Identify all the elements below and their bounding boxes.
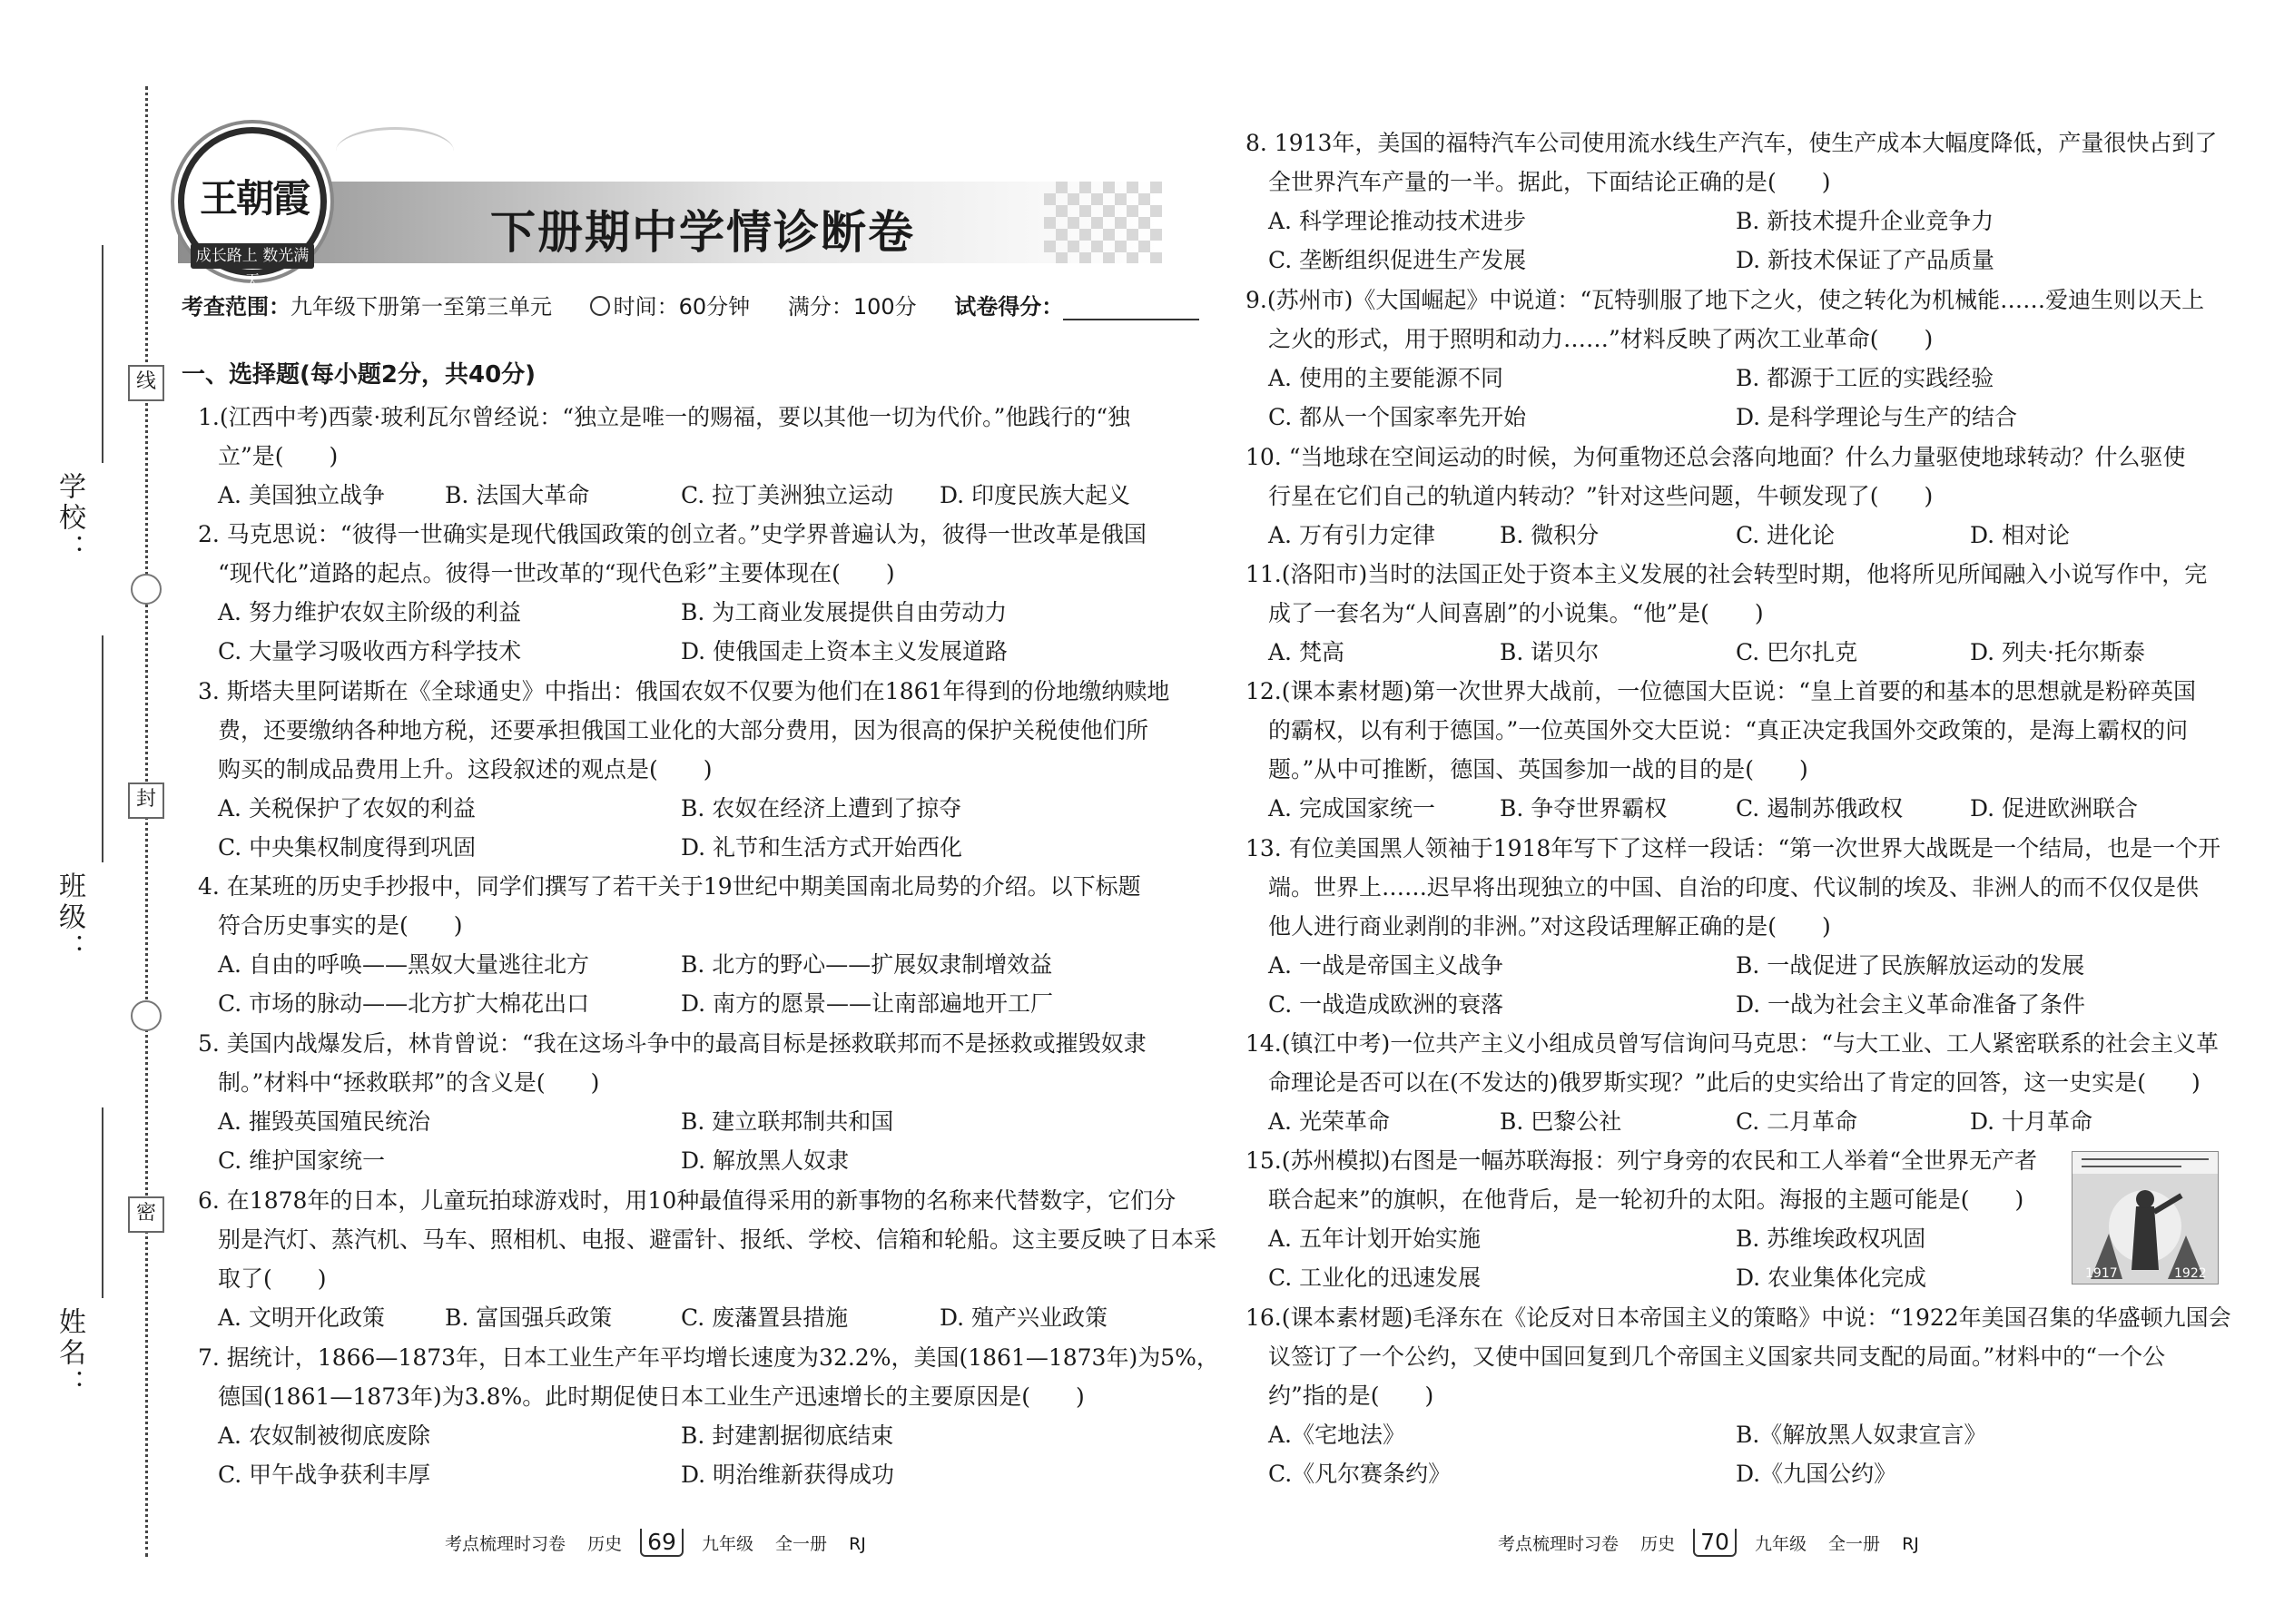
question-16-option-A[interactable]: A.《宅地法》 — [1268, 1422, 1406, 1448]
question-14-option-D[interactable]: D. 十月革命 — [1970, 1108, 2093, 1135]
question-6-text: 取了( ) — [218, 1265, 327, 1292]
section-title: 一、选择题(每小题2分，共40分) — [182, 361, 537, 389]
footer-grade: 九年级 — [1754, 1534, 1807, 1554]
clock-icon — [590, 296, 610, 316]
question-6-option-C[interactable]: C. 废藩置县措施 — [681, 1304, 849, 1331]
question-10-option-B[interactable]: B. 微积分 — [1500, 522, 1600, 548]
question-13-option-C[interactable]: C. 一战造成欧洲的衰落 — [1268, 991, 1504, 1018]
question-5-text: 制。”材料中“拯救联邦”的含义是( ) — [218, 1069, 600, 1096]
question-8-option-C[interactable]: C. 垄断组织促进生产发展 — [1268, 247, 1527, 273]
question-6-option-D[interactable]: D. 殖产兴业政策 — [940, 1304, 1108, 1331]
question-4-option-D[interactable]: D. 南方的愿景——让南部遍地开工厂 — [681, 990, 1054, 1017]
question-3-text: 费，还要缴纳各种地方税，还要承担俄国工业化的大部分费用，因为很高的保护关税使他们所 — [218, 717, 1149, 743]
question-16-option-B[interactable]: B.《解放黑人奴隶宣言》 — [1736, 1422, 1987, 1448]
poster-caption-left: 1917 — [2085, 1266, 2118, 1281]
question-8-text: 8. 1913年，美国的福特汽车公司使用流水线生产汽车，使生产成本大幅度降低，产量很快占到了 — [1245, 130, 2218, 156]
question-12-text: 的霸权，以有利于德国。”一位英国外交大臣说：“真正决定我国外交政策的，是海上霸权的问 — [1268, 717, 2189, 743]
question-4-text: 符合历史事实的是( ) — [218, 912, 463, 939]
question-2-option-C[interactable]: C. 大量学习吸收西方科学技术 — [218, 638, 522, 664]
question-3-text: 3. 斯塔夫里阿诺斯在《全球通史》中指出：俄国农奴不仅要为他们在1861年得到的份地缴纳赎地 — [198, 678, 1170, 704]
footer-volume: 全一册 — [775, 1534, 828, 1554]
question-10-option-D[interactable]: D. 相对论 — [1970, 522, 2071, 548]
footer-volume: 全一册 — [1828, 1534, 1881, 1554]
question-2-option-D[interactable]: D. 使俄国走上资本主义发展道路 — [681, 638, 1009, 664]
question-16-text: 16.(课本素材题)毛泽东在《论反对日本帝国主义的策略》中说：“1922年美国召集的华盛顿九国会 — [1245, 1304, 2231, 1331]
question-1-text: 1.(江西中考)西蒙·玻利瓦尔曾经说：“独立是唯一的赐福，要以其他一切为代价。”他践行的“独 — [198, 404, 1131, 430]
question-15-option-D[interactable]: D. 农业集体化完成 — [1736, 1265, 1927, 1291]
question-13-text: 他人进行商业剥削的非洲。”对这段话理解正确的是( ) — [1268, 913, 1831, 940]
question-11-option-B[interactable]: B. 诺贝尔 — [1500, 639, 1600, 665]
question-10-text: 10. “当地球在空间运动的时候，为何重物还总会落向地面？什么力量驱使地球转动？什么驱使 — [1245, 444, 2186, 470]
question-2-option-A[interactable]: A. 努力维护农奴主阶级的利益 — [218, 599, 521, 625]
question-14-option-B[interactable]: B. 巴黎公社 — [1500, 1108, 1622, 1135]
question-5-option-D[interactable]: D. 解放黑人奴隶 — [681, 1147, 850, 1174]
question-12-option-C[interactable]: C. 遏制苏俄政权 — [1736, 795, 1904, 822]
binding-knot-icon — [131, 574, 162, 605]
question-3-text: 购买的制成品费用上升。这段叙述的观点是( ) — [218, 756, 713, 782]
binding-dotted-line — [145, 86, 148, 1557]
question-9-text: 之火的形式，用于照明和动力……”材料反映了两次工业革命( ) — [1268, 326, 1934, 352]
question-16-text: 议签订了一个公约，又使中国回复到几个帝国主义国家共同支配的局面。”材料中的“一个公 — [1268, 1343, 2166, 1370]
poster-illustration — [2072, 1152, 2218, 1284]
question-3-option-B[interactable]: B. 农奴在经济上遭到了掠夺 — [681, 795, 962, 822]
binding-seal-secret: 密 — [128, 1196, 164, 1233]
question-3-option-C[interactable]: C. 中央集权制度得到巩固 — [218, 834, 477, 861]
scope-label: 考查范围： — [182, 294, 290, 320]
question-1-option-D[interactable]: D. 印度民族大起义 — [940, 482, 1131, 508]
question-1-text: 立”是( ) — [218, 443, 339, 469]
name-field-line[interactable] — [102, 1107, 103, 1298]
school-field-line[interactable] — [102, 245, 103, 463]
question-7-option-D[interactable]: D. 明治维新获得成功 — [681, 1462, 895, 1488]
question-15-option-C[interactable]: C. 工业化的迅速发展 — [1268, 1265, 1482, 1291]
question-7-option-A[interactable]: A. 农奴制被彻底废除 — [218, 1422, 430, 1449]
exam-info — [182, 289, 1199, 320]
question-2-option-B[interactable]: B. 为工商业发展提供自由劳动力 — [681, 599, 1008, 625]
full-score: 满分：100分 — [787, 294, 917, 320]
question-6-option-A[interactable]: A. 文明开化政策 — [218, 1304, 385, 1331]
binding-strip — [0, 0, 182, 1624]
question-14-text: 命理论是否可以在(不发达的)俄罗斯实现？”此后的史实给出了肯定的回答，这一史实是( ) — [1268, 1069, 2200, 1096]
question-9-option-A[interactable]: A. 使用的主要能源不同 — [1268, 365, 1503, 391]
question-15-text: 联合起来”的旗帜，在他背后，是一轮初升的太阳。海报的主题可能是( ) — [1268, 1186, 2024, 1213]
question-13-option-B[interactable]: B. 一战促进了民族解放运动的发展 — [1736, 952, 2085, 979]
score-label: 试卷得分： — [954, 294, 1064, 320]
question-8-option-A[interactable]: A. 科学理论推动技术进步 — [1268, 208, 1526, 234]
question-7-text: 德国(1861—1873年)为3.8%。此时期促使日本工业生产迅速增长的主要原因是( ) — [218, 1383, 1085, 1410]
question-7-option-B[interactable]: B. 封建割据彻底结束 — [681, 1422, 894, 1449]
footer-left — [445, 1529, 866, 1557]
question-5-text: 5. 美国内战爆发后，林肯曾说：“我在这场斗争中的最高目标是拯救联邦而不是拯救或摧毁奴隶 — [198, 1030, 1147, 1057]
page-title: 下册期中学情诊断卷 — [490, 206, 915, 259]
question-6-option-B[interactable]: B. 富国强兵政策 — [445, 1304, 613, 1331]
question-11-text: 成了一套名为“人间喜剧”的小说集。“他”是( ) — [1268, 600, 1764, 626]
question-9-option-C[interactable]: C. 都从一个国家率先开始 — [1268, 404, 1527, 430]
question-11-text: 11.(洛阳市)当时的法国正处于资本主义发展的社会转型时期，他将所见所闻融入小说写作中，完 — [1245, 561, 2208, 587]
question-16-option-C[interactable]: C.《凡尔赛条约》 — [1268, 1461, 1452, 1487]
question-7-text: 7. 据统计，1866—1873年，日本工业生产年平均增长速度为32.2%，美国(1861—1873年)为5%， — [198, 1344, 1219, 1371]
binding-knot-icon — [131, 1000, 162, 1031]
question-12-option-D[interactable]: D. 促进欧洲联合 — [1970, 795, 2139, 822]
question-9-option-B[interactable]: B. 都源于工匠的实践经验 — [1736, 365, 1994, 391]
question-3-option-D[interactable]: D. 礼节和生活方式开始西化 — [681, 834, 963, 861]
question-11-option-D[interactable]: D. 列夫·托尔斯泰 — [1970, 639, 2145, 665]
school-label: 学校： — [54, 472, 85, 565]
scope-value: 九年级下册第一至第三单元 — [290, 294, 552, 320]
question-12-option-A[interactable]: A. 完成国家统一 — [1268, 795, 1435, 822]
question-2-text: “现代化”道路的起点。彼得一世改革的“现代色彩”主要体现在( ) — [218, 560, 895, 586]
question-10-option-C[interactable]: C. 进化论 — [1736, 522, 1836, 548]
question-14-option-C[interactable]: C. 二月革命 — [1736, 1108, 1858, 1135]
question-11-option-C[interactable]: C. 巴尔扎克 — [1736, 639, 1858, 665]
question-13-text: 端。世界上……迟早将出现独立的中国、自治的印度、代议制的埃及、非洲人的而不仅仅是供 — [1268, 874, 2200, 901]
footer-series: 考点梳理时习卷 — [445, 1534, 566, 1554]
footer-series: 考点梳理时习卷 — [1498, 1534, 1620, 1554]
brand-logo-ribbon: 成长路上 数光满天 — [191, 243, 314, 269]
question-5-option-A[interactable]: A. 摧毁英国殖民统治 — [218, 1108, 430, 1135]
question-13-text: 13. 有位美国黑人领袖于1918年写下了这样一段话：“第一次世界大战既是一个结局，也是一个开 — [1245, 835, 2221, 861]
question-15-option-B[interactable]: B. 苏维埃政权巩固 — [1736, 1225, 1926, 1252]
question-9-option-D[interactable]: D. 是科学理论与生产的结合 — [1736, 404, 2018, 430]
question-2-text: 2. 马克思说：“彼得一世确实是现代俄国政策的创立者。”史学界普遍认为，彼得一世改革是俄国 — [198, 521, 1147, 547]
question-10-text: 行星在它们自己的轨道内转动？”针对这些问题，牛顿发现了( ) — [1268, 483, 1934, 509]
question-8-option-B[interactable]: B. 新技术提升企业竞争力 — [1736, 208, 1994, 234]
soviet-poster-image — [2072, 1151, 2219, 1284]
footer-edition: RJ — [849, 1534, 866, 1554]
footer-subject: 历史 — [587, 1534, 623, 1554]
question-1-option-C[interactable]: C. 拉丁美洲独立运动 — [681, 482, 894, 508]
time-text: 时间：60分钟 — [613, 294, 751, 320]
question-12-option-B[interactable]: B. 争夺世界霸权 — [1500, 795, 1668, 822]
class-label: 班级： — [54, 871, 85, 964]
class-field-line[interactable] — [102, 635, 103, 862]
question-15-option-A[interactable]: A. 五年计划开始实施 — [1268, 1225, 1481, 1252]
footer-right — [1498, 1529, 1919, 1557]
question-15-text: 15.(苏州模拟)右图是一幅苏联海报：列宁身旁的农民和工人举着“全世界无产者 — [1245, 1147, 2038, 1174]
question-8-option-D[interactable]: D. 新技术保证了产品质量 — [1736, 247, 1995, 273]
question-5-option-C[interactable]: C. 维护国家统一 — [218, 1147, 386, 1174]
question-3-option-A[interactable]: A. 关税保护了农奴的利益 — [218, 795, 476, 822]
page-number: 69 — [640, 1529, 684, 1557]
question-16-text: 约”指的是( ) — [1268, 1383, 1434, 1409]
question-1-option-B[interactable]: B. 法国大革命 — [445, 482, 590, 508]
question-12-text: 题。”从中可推断，德国、英国参加一战的目的是( ) — [1268, 756, 1808, 782]
binding-seal-seal: 封 — [128, 782, 164, 819]
question-16-option-D[interactable]: D.《九国公约》 — [1736, 1461, 1897, 1487]
question-5-option-B[interactable]: B. 建立联邦制共和国 — [681, 1108, 894, 1135]
question-7-option-C[interactable]: C. 甲午战争获利丰厚 — [218, 1462, 431, 1488]
page-number: 70 — [1693, 1529, 1737, 1557]
question-9-text: 9.(苏州市)《大国崛起》中说道：“瓦特驯服了地下之火，使之转化为机械能……爱迪生则以天上 — [1245, 287, 2205, 313]
footer-subject: 历史 — [1640, 1534, 1676, 1554]
ribbon-decoration — [336, 127, 454, 175]
footer-edition: RJ — [1902, 1534, 1919, 1554]
question-6-text: 6. 在1878年的日本，儿童玩拍球游戏时，用10种最值得采用的新事物的名称来代替数字，它们分 — [198, 1187, 1177, 1214]
poster-caption-right: 1922 — [2174, 1266, 2207, 1281]
question-11-option-A[interactable]: A. 梵高 — [1268, 639, 1344, 665]
name-label: 姓名： — [54, 1307, 85, 1400]
binding-seal-line: 线 — [128, 365, 164, 401]
question-8-text: 全世界汽车产量的一半。据此，下面结论正确的是( ) — [1268, 169, 1831, 195]
question-13-option-D[interactable]: D. 一战为社会主义革命准备了条件 — [1736, 991, 2086, 1018]
question-4-option-C[interactable]: C. 市场的脉动——北方扩大棉花出口 — [218, 990, 590, 1017]
footer-grade: 九年级 — [701, 1534, 753, 1554]
question-14-option-A[interactable]: A. 光荣革命 — [1268, 1108, 1390, 1135]
question-6-text: 别是汽灯、蒸汽机、马车、照相机、电报、避雷针、报纸、学校、信箱和轮船。这主要反映了日本采 — [218, 1226, 1217, 1253]
question-13-option-A[interactable]: A. 一战是帝国主义战争 — [1268, 952, 1503, 979]
question-12-text: 12.(课本素材题)第一次世界大战前，一位德国大臣说：“皇上首要的和基本的思想就是粉碎英国 — [1245, 678, 2197, 704]
question-4-option-A[interactable]: A. 自由的呼唤——黑奴大量逃往北方 — [218, 951, 589, 978]
question-4-option-B[interactable]: B. 北方的野心——扩展奴隶制增效益 — [681, 951, 1053, 978]
question-1-option-A[interactable]: A. 美国独立战争 — [218, 482, 385, 508]
checker-decoration — [1044, 182, 1162, 263]
question-4-text: 4. 在某班的历史手抄报中，同学们撰写了若干关于19世纪中期美国南北局势的介绍。以下标题 — [198, 873, 1141, 900]
score-input-line[interactable] — [1063, 299, 1199, 320]
brand-logo-name: 王朝霞 — [200, 176, 310, 221]
question-14-text: 14.(镇江中考)一位共产主义小组成员曾写信询问马克思：“与大工业、工人紧密联系的社会主义革 — [1245, 1030, 2220, 1057]
question-10-option-A[interactable]: A. 万有引力定律 — [1268, 522, 1435, 548]
